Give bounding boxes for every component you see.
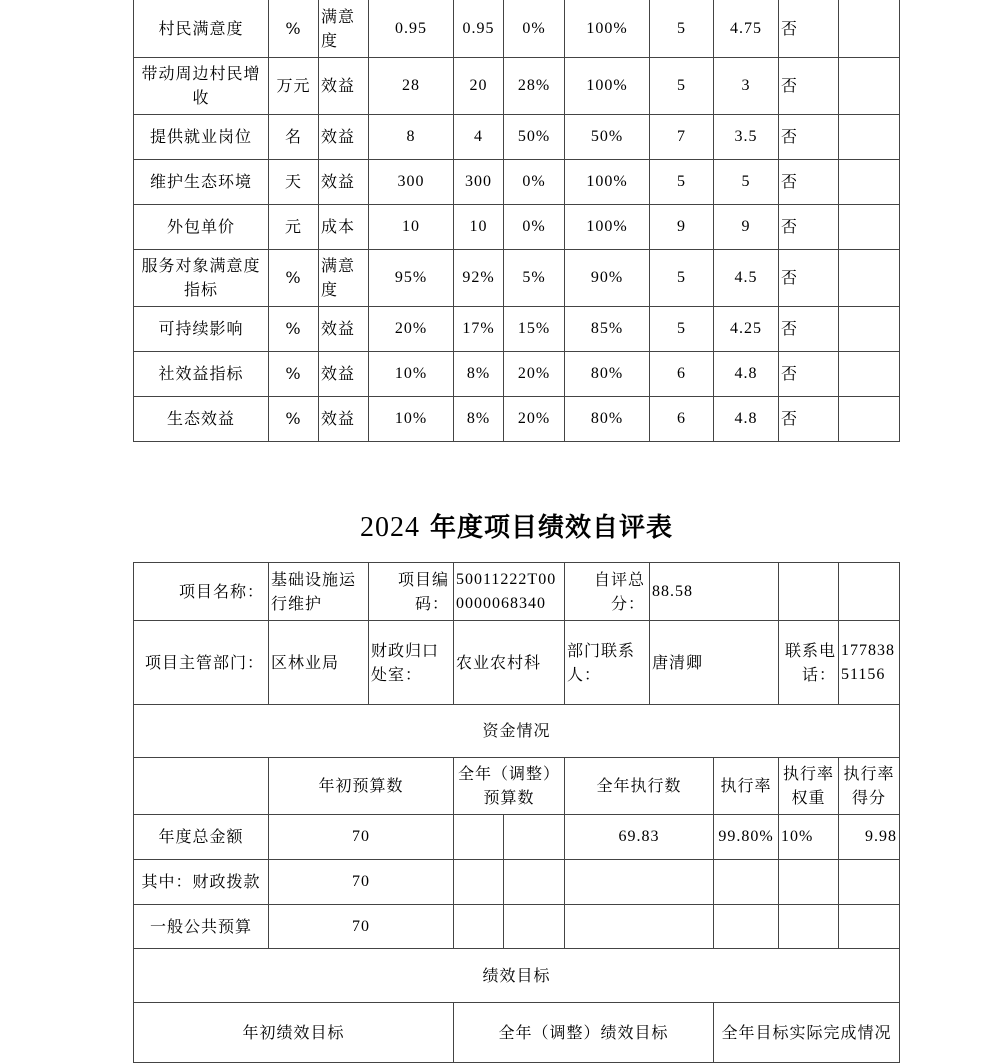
col-weight: 执行率权重 (779, 758, 839, 815)
indicator-weight: 5 (650, 250, 714, 307)
indicator-flag: 否 (779, 250, 839, 307)
row-total-label: 年度总金额 (134, 815, 269, 860)
indicator-weight: 6 (650, 397, 714, 442)
indicator-name: 外包单价 (134, 205, 269, 250)
indicator-score: 5 (714, 160, 779, 205)
indicator-type: 效益 (319, 397, 369, 442)
indicator-deviation: 20% (504, 352, 565, 397)
indicator-row (134, 307, 900, 352)
indicator-note (839, 352, 900, 397)
indicator-unit: 名 (269, 115, 319, 160)
indicator-unit: 万元 (269, 58, 319, 115)
indicator-row (134, 352, 900, 397)
indicator-type: 效益 (319, 115, 369, 160)
indicator-target: 0.95 (369, 0, 454, 58)
indicator-flag: 否 (779, 307, 839, 352)
project-code-label: 项目编码： (369, 563, 454, 621)
indicator-actual: 20 (454, 58, 504, 115)
indicator-type: 效益 (319, 352, 369, 397)
indicator-name: 社效益指标 (134, 352, 269, 397)
indicator-completion: 80% (565, 397, 650, 442)
col-adjusted-budget: 全年（调整）预算数 (454, 758, 565, 815)
indicator-completion: 100% (565, 58, 650, 115)
row-public-label: 一般公共预算 (134, 905, 269, 949)
row-public-initial: 70 (269, 905, 454, 949)
indicator-actual: 17% (454, 307, 504, 352)
indicator-target: 10% (369, 352, 454, 397)
row-total-rate: 99.80% (714, 815, 779, 860)
dept-value: 区林业局 (269, 621, 369, 705)
indicator-note (839, 307, 900, 352)
row-total-weight: 10% (779, 815, 839, 860)
indicator-target: 10% (369, 397, 454, 442)
indicator-flag: 否 (779, 58, 839, 115)
indicator-score: 3 (714, 58, 779, 115)
indicator-deviation: 0% (504, 160, 565, 205)
indicator-score: 3.5 (714, 115, 779, 160)
indicator-actual: 8% (454, 352, 504, 397)
col-executed: 全年执行数 (565, 758, 714, 815)
indicator-name: 村民满意度 (134, 0, 269, 58)
row-fiscal-label: 其中：财政拨款 (134, 860, 269, 905)
indicator-actual: 8% (454, 397, 504, 442)
funds-public-row (134, 905, 900, 949)
goals-columns-row (134, 1003, 900, 1063)
indicator-row (134, 205, 900, 250)
indicator-unit: % (269, 307, 319, 352)
indicator-deviation: 0% (504, 205, 565, 250)
funds-fiscal-row (134, 860, 900, 905)
indicator-name: 可持续影响 (134, 307, 269, 352)
col-rate: 执行率 (714, 758, 779, 815)
indicator-actual: 0.95 (454, 0, 504, 58)
indicator-weight: 5 (650, 307, 714, 352)
indicator-type: 满意度 (319, 250, 369, 307)
indicator-completion: 85% (565, 307, 650, 352)
project-code: 50011222T000000068340 (454, 563, 565, 621)
project-name: 基础设施运行维护 (269, 563, 369, 621)
indicator-row (134, 0, 900, 58)
project-info-row (134, 563, 900, 621)
phone-value: 17783851156 (839, 621, 900, 705)
indicator-type: 效益 (319, 58, 369, 115)
dept-info-row (134, 621, 900, 705)
indicator-flag: 否 (779, 397, 839, 442)
indicator-name: 生态效益 (134, 397, 269, 442)
funds-total-row (134, 815, 900, 860)
indicator-score: 4.25 (714, 307, 779, 352)
indicator-deviation: 50% (504, 115, 565, 160)
indicator-completion: 80% (565, 352, 650, 397)
funds-header: 资金情况 (134, 705, 900, 758)
indicator-type: 成本 (319, 205, 369, 250)
indicator-actual: 10 (454, 205, 504, 250)
finance-label: 财政归口处室： (369, 621, 454, 705)
row-total-initial: 70 (269, 815, 454, 860)
dept-label: 项目主管部门： (134, 621, 269, 705)
row-total-score: 9.98 (839, 815, 900, 860)
indicator-flag: 否 (779, 352, 839, 397)
self-eval-form (133, 562, 900, 1063)
indicator-row (134, 250, 900, 307)
indicator-row (134, 58, 900, 115)
phone-label: 联系电话： (779, 621, 839, 705)
goal-adjusted: 全年（调整）绩效目标 (454, 1003, 714, 1063)
indicator-flag: 否 (779, 0, 839, 58)
indicator-completion: 90% (565, 250, 650, 307)
indicator-unit: % (269, 250, 319, 307)
indicator-score: 4.8 (714, 352, 779, 397)
indicator-flag: 否 (779, 205, 839, 250)
col-initial-budget: 年初预算数 (269, 758, 454, 815)
indicator-score: 9 (714, 205, 779, 250)
indicator-weight: 5 (650, 160, 714, 205)
project-name-label: 项目名称： (134, 563, 269, 621)
indicator-note (839, 205, 900, 250)
indicator-deviation: 28% (504, 58, 565, 115)
indicator-unit: 元 (269, 205, 319, 250)
indicator-actual: 92% (454, 250, 504, 307)
indicator-actual: 4 (454, 115, 504, 160)
row-total-executed: 69.83 (565, 815, 714, 860)
indicator-unit: % (269, 397, 319, 442)
indicator-note (839, 58, 900, 115)
row-fiscal-initial: 70 (269, 860, 454, 905)
indicator-name: 服务对象满意度指标 (134, 250, 269, 307)
indicator-flag: 否 (779, 160, 839, 205)
goal-initial: 年初绩效目标 (134, 1003, 454, 1063)
indicator-weight: 7 (650, 115, 714, 160)
indicator-target: 8 (369, 115, 454, 160)
indicator-row (134, 397, 900, 442)
finance-value: 农业农村科 (454, 621, 565, 705)
indicator-deviation: 15% (504, 307, 565, 352)
indicator-target: 95% (369, 250, 454, 307)
indicator-note (839, 115, 900, 160)
indicator-note (839, 250, 900, 307)
indicator-name: 带动周边村民增收 (134, 58, 269, 115)
indicator-note (839, 160, 900, 205)
indicator-target: 28 (369, 58, 454, 115)
goals-header: 绩效目标 (134, 949, 900, 1003)
indicator-score: 4.5 (714, 250, 779, 307)
indicator-type: 效益 (319, 307, 369, 352)
indicator-weight: 5 (650, 58, 714, 115)
total-score: 88.58 (650, 563, 779, 621)
indicator-unit: % (269, 0, 319, 58)
contact-value: 唐清卿 (650, 621, 779, 705)
indicator-unit: % (269, 352, 319, 397)
indicator-weight: 6 (650, 352, 714, 397)
indicator-completion: 100% (565, 205, 650, 250)
indicator-score: 4.75 (714, 0, 779, 58)
goal-actual: 全年目标实际完成情况 (714, 1003, 900, 1063)
indicator-note (839, 397, 900, 442)
funds-columns-row (134, 758, 900, 815)
indicator-type: 满意度 (319, 0, 369, 58)
indicator-unit: 天 (269, 160, 319, 205)
indicator-deviation: 0% (504, 0, 565, 58)
indicator-completion: 100% (565, 160, 650, 205)
indicator-target: 20% (369, 307, 454, 352)
contact-label: 部门联系人： (565, 621, 650, 705)
indicator-row (134, 160, 900, 205)
goals-header-row (134, 949, 900, 1003)
indicator-table (133, 0, 900, 442)
score-label: 自评总分： (565, 563, 650, 621)
indicator-deviation: 20% (504, 397, 565, 442)
indicator-flag: 否 (779, 115, 839, 160)
indicator-completion: 50% (565, 115, 650, 160)
indicator-type: 效益 (319, 160, 369, 205)
indicator-note (839, 0, 900, 58)
indicator-score: 4.8 (714, 397, 779, 442)
indicator-target: 10 (369, 205, 454, 250)
indicator-deviation: 5% (504, 250, 565, 307)
indicator-name: 维护生态环境 (134, 160, 269, 205)
indicator-completion: 100% (565, 0, 650, 58)
funds-header-row (134, 705, 900, 758)
indicator-name: 提供就业岗位 (134, 115, 269, 160)
col-score: 执行率得分 (839, 758, 900, 815)
indicator-row (134, 115, 900, 160)
form-title: 2024 年度项目绩效自评表 (359, 512, 674, 543)
indicator-weight: 9 (650, 205, 714, 250)
indicator-weight: 5 (650, 0, 714, 58)
indicator-target: 300 (369, 160, 454, 205)
indicator-actual: 300 (454, 160, 504, 205)
